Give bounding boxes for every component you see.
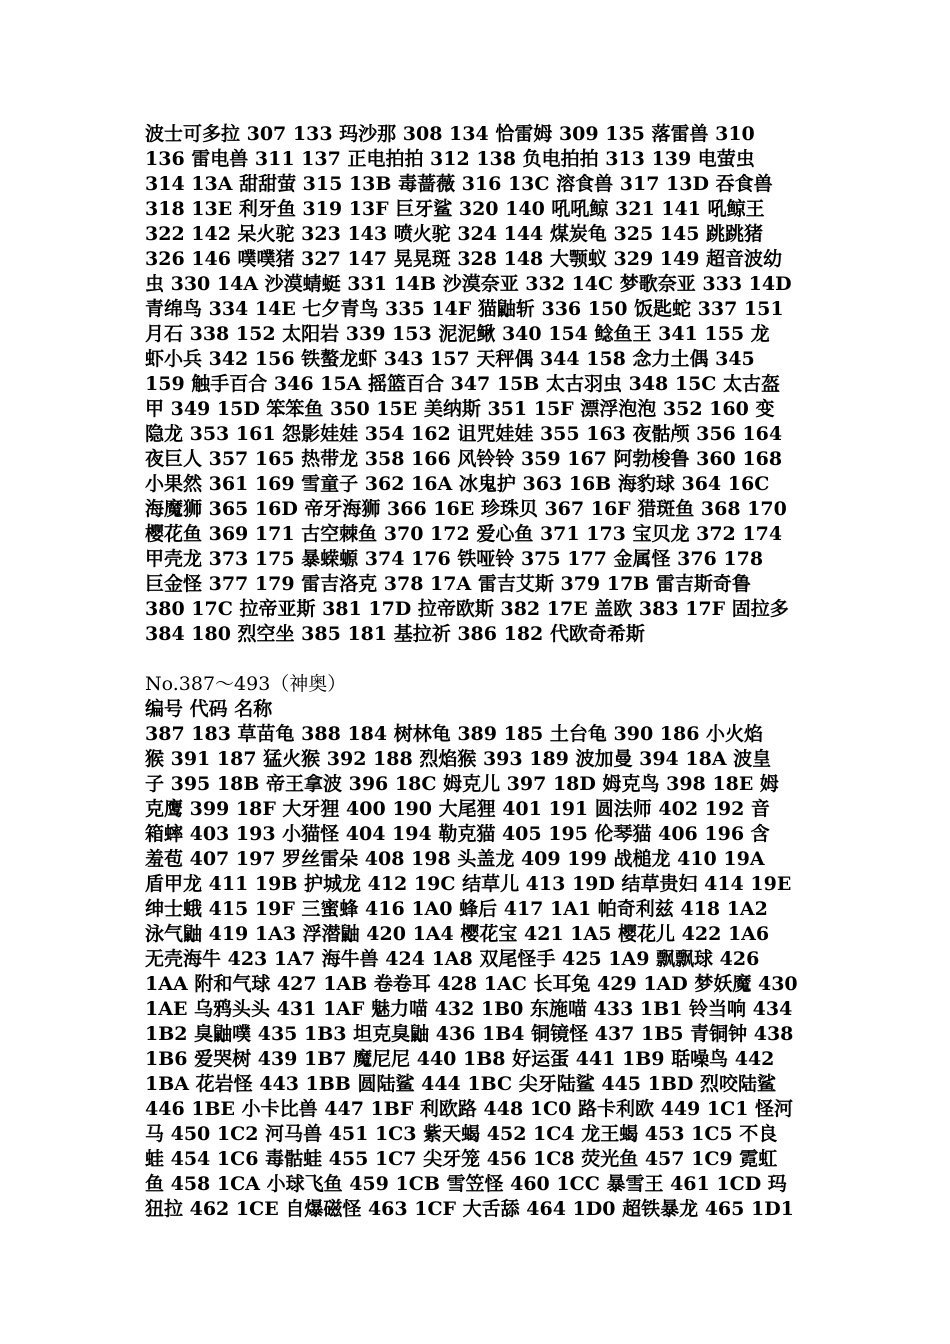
text-line: 箱蟀 403 193 小猫怪 404 194 勒克猫 405 195 伦琴猫 406 196 含	[145, 823, 770, 845]
text-line: 322 142 呆火驼 323 143 喷火驼 324 144 煤炭龟 325 145 跳跳猪	[145, 223, 764, 245]
text-line: 巨金怪 377 179 雷吉洛克 378 17A 雷吉艾斯 379 17B 雷吉斯奇鲁	[145, 573, 751, 595]
text-line: 384 180 烈空坐 385 181 基拉祈 386 182 代欧奇希斯	[145, 623, 645, 645]
text-line: 虫 330 14A 沙漠蜻蜓 331 14B 沙漠奈亚 332 14C 梦歌奈亚 333 14D	[145, 273, 792, 295]
text-line: 136 雷电兽 311 137 正电拍拍 312 138 负电拍拍 313 139 电萤虫	[145, 148, 755, 170]
text-line: 1AE 乌鸦头头 431 1AF 魅力喵 432 1B0 东施喵 433 1B1 铃当响 434	[145, 998, 793, 1020]
text-line: 隐龙 353 161 怨影娃娃 354 162 诅咒娃娃 355 163 夜骷颅 356 164	[145, 423, 783, 445]
text-line: 387 183 草苗龟 388 184 树林龟 389 185 土台龟 390 186 小火焰	[145, 723, 764, 745]
section-spacer	[145, 647, 815, 672]
text-line: 子 395 18B 帝王拿波 396 18C 姆克儿 397 18D 姆克鸟 398 18E 姆	[145, 773, 779, 795]
pokedex-section-hoenn-continued	[145, 122, 815, 647]
text-line: 绅士蛾 415 19F 三蜜蜂 416 1A0 蜂后 417 1A1 帕奇利兹 418 1A2	[145, 898, 768, 920]
text-line: 314 13A 甜甜萤 315 13B 毒蔷薇 316 13C 溶食兽 317 13D 吞食兽	[145, 173, 773, 195]
pokedex-section-sinnoh	[145, 722, 815, 1222]
text-line: 380 17C 拉帝亚斯 381 17D 拉帝欧斯 382 17E 盖欧 383 17F 固拉多	[145, 598, 789, 620]
text-line: 甲 349 15D 笨笨鱼 350 15E 美纳斯 351 15F 漂浮泡泡 352 160 变	[145, 398, 775, 420]
text-line: 青绵鸟 334 14E 七夕青鸟 335 14F 猫鼬斩 336 150 饭匙蛇 337 151	[145, 298, 784, 320]
text-line: 小果然 361 169 雪童子 362 16A 冰鬼护 363 16B 海豹球 364 16C	[145, 473, 770, 495]
section-heading-sinnoh: No.387～493（神奥）	[145, 673, 347, 695]
text-line: 1B6 爱哭树 439 1B7 魔尼尼 440 1B8 好运蛋 441 1B9 聒噪鸟 442	[145, 1048, 775, 1070]
column-header-line: 编号 代码 名称	[145, 698, 273, 720]
text-line: 蛙 454 1C6 毒骷蛙 455 1C7 尖牙笼 456 1C8 荧光鱼 457 1C9 霓虹	[145, 1148, 778, 1170]
text-line: 1BA 花岩怪 443 1BB 圆陆鲨 444 1BC 尖牙陆鲨 445 1BD 烈咬陆鲨	[145, 1073, 776, 1095]
text-line: 泳气鼬 419 1A3 浮潜鼬 420 1A4 樱花宝 421 1A5 樱花儿 422 1A6	[145, 923, 770, 945]
text-line: 海魔狮 365 16D 帝牙海狮 366 16E 珍珠贝 367 16F 猎斑鱼 368 170	[145, 498, 787, 520]
text-line: 虾小兵 342 156 铁螯龙虾 343 157 天秤偶 344 158 念力土偶 345	[145, 348, 755, 370]
text-line: 克鹰 399 18F 大牙狸 400 190 大尾狸 401 191 圆法师 402 192 音	[145, 798, 770, 820]
text-line: 月石 338 152 太阳岩 339 153 泥泥鳅 340 154 鲶鱼王 341 155 龙	[145, 323, 770, 345]
text-line: 318 13E 利牙鱼 319 13F 巨牙鲨 320 140 吼吼鲸 321 141 吼鲸王	[145, 198, 765, 220]
text-line: 1B2 臭鼬噗 435 1B3 坦克臭鼬 436 1B4 铜镜怪 437 1B5 青铜钟 438	[145, 1023, 794, 1045]
text-line: 1AA 附和气球 427 1AB 卷卷耳 428 1AC 长耳兔 429 1AD 梦妖魔 430	[145, 973, 798, 995]
text-line: 羞苞 407 197 罗丝雷朵 408 198 头盖龙 409 199 战槌龙 410 19A	[145, 848, 765, 870]
text-line: 樱花鱼 369 171 古空棘鱼 370 172 爱心鱼 371 173 宝贝龙 372 174	[145, 523, 783, 545]
text-line: 甲壳龙 373 175 暴蝾螈 374 176 铁哑铃 375 177 金属怪 376 178	[145, 548, 764, 570]
text-line: 猴 391 187 猛火猴 392 188 烈焰猴 393 189 波加曼 394 18A 波皇	[145, 748, 772, 770]
text-line: 盾甲龙 411 19B 护城龙 412 19C 结草儿 413 19D 结草贵妇 414 19E	[145, 873, 792, 895]
text-line: 夜巨人 357 165 热带龙 358 166 风铃铃 359 167 阿勃梭鲁 360 168	[145, 448, 783, 470]
text-line: 446 1BE 小卡比兽 447 1BF 利欧路 448 1C0 路卡利欧 449 1C1 怪河	[145, 1098, 794, 1120]
text-line: 326 146 噗噗猪 327 147 晃晃斑 328 148 大颚蚁 329 149 超音波幼	[145, 248, 783, 270]
text-line: 159 触手百合 346 15A 摇篮百合 347 15B 太古羽虫 348 15C 太古盔	[145, 373, 781, 395]
document-page	[145, 122, 815, 1222]
text-line: 鱼 458 1CA 小球飞鱼 459 1CB 雪笠怪 460 1CC 暴雪王 461 1CD 玛	[145, 1173, 787, 1195]
text-line: 狃拉 462 1CE 自爆磁怪 463 1CF 大舌舔 464 1D0 超铁暴龙 465 1D1	[145, 1198, 794, 1220]
text-line: 波士可多拉 307 133 玛沙那 308 134 恰雷姆 309 135 落雷兽 310	[145, 123, 755, 145]
text-line: 无壳海牛 423 1A7 海牛兽 424 1A8 双尾怪手 425 1A9 飘飘球 426	[145, 948, 760, 970]
text-line: 马 450 1C2 河马兽 451 1C3 紫天蝎 452 1C4 龙王蝎 453 1C5 不良	[145, 1123, 778, 1145]
